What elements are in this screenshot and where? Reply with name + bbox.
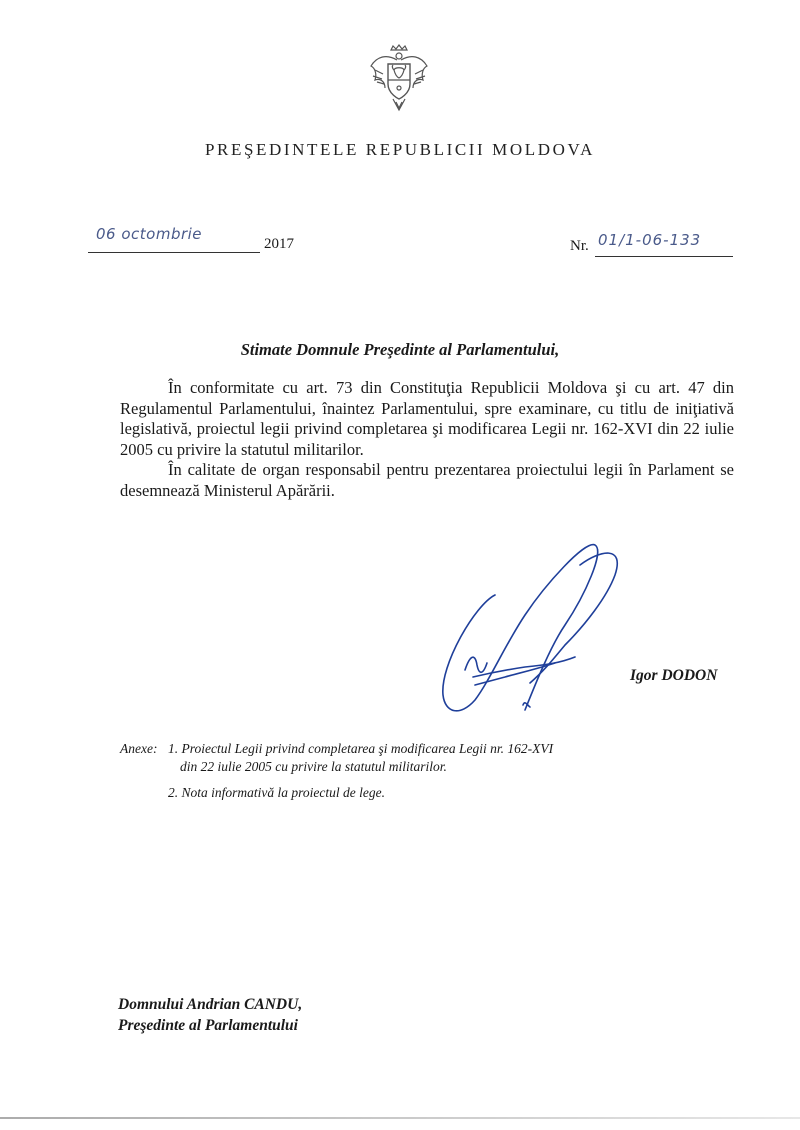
annex-item bbox=[168, 784, 680, 802]
reference-number-label: Nr. bbox=[570, 238, 589, 254]
signer-name: Igor DODON bbox=[630, 667, 718, 684]
recipient-title: Preşedinte al Parlamentului bbox=[118, 1017, 298, 1034]
date-year: 2017 bbox=[264, 236, 294, 252]
annex-section bbox=[120, 740, 680, 810]
annex-item-text: 1. Proiectul Legii privind completarea şi modificarea Legii nr. 162-XVI bbox=[168, 741, 554, 756]
handwritten-signature bbox=[435, 535, 635, 735]
annex-item bbox=[168, 740, 680, 776]
issuer-heading: PREŞEDINTELE REPUBLICII MOLDOVA bbox=[204, 140, 596, 159]
annex-item-text: 2. Nota informativă la proiectul de lege. bbox=[168, 785, 385, 800]
body-paragraph: În conformitate cu art. 73 din Constituţia Republicii Moldova şi cu art. 47 din Regulamentul Parlamentului, înaintez Parlamentului, spre examinare, cu titlu de iniţiativă legislativă, proiectul legii privind completarea şi modificarea Legii nr. 162-XVI din 22 iulie 2005 cu privire la statutul militarilor. bbox=[120, 378, 734, 459]
annex-label: Anexe: bbox=[120, 741, 158, 756]
recipient-block bbox=[118, 994, 302, 1036]
body-paragraph: În calitate de organ responsabil pentru prezentarea proiectului legii în Parlament se desemnează Ministerul Apărării. bbox=[120, 460, 734, 500]
recipient-name: Domnului Andrian CANDU, bbox=[118, 996, 303, 1013]
handwritten-date: 06 octombrie bbox=[96, 225, 203, 243]
salutation: Stimate Domnule Preşedinte al Parlamentului, bbox=[240, 340, 560, 359]
page-bottom-edge bbox=[0, 1117, 800, 1119]
handwritten-reference-number: 01/1-06-133 bbox=[598, 231, 702, 249]
letter-body bbox=[120, 378, 734, 501]
state-emblem-icon bbox=[367, 44, 431, 114]
annex-item-text-continued: din 22 iulie 2005 cu privire la statutul militarilor. bbox=[180, 759, 447, 774]
